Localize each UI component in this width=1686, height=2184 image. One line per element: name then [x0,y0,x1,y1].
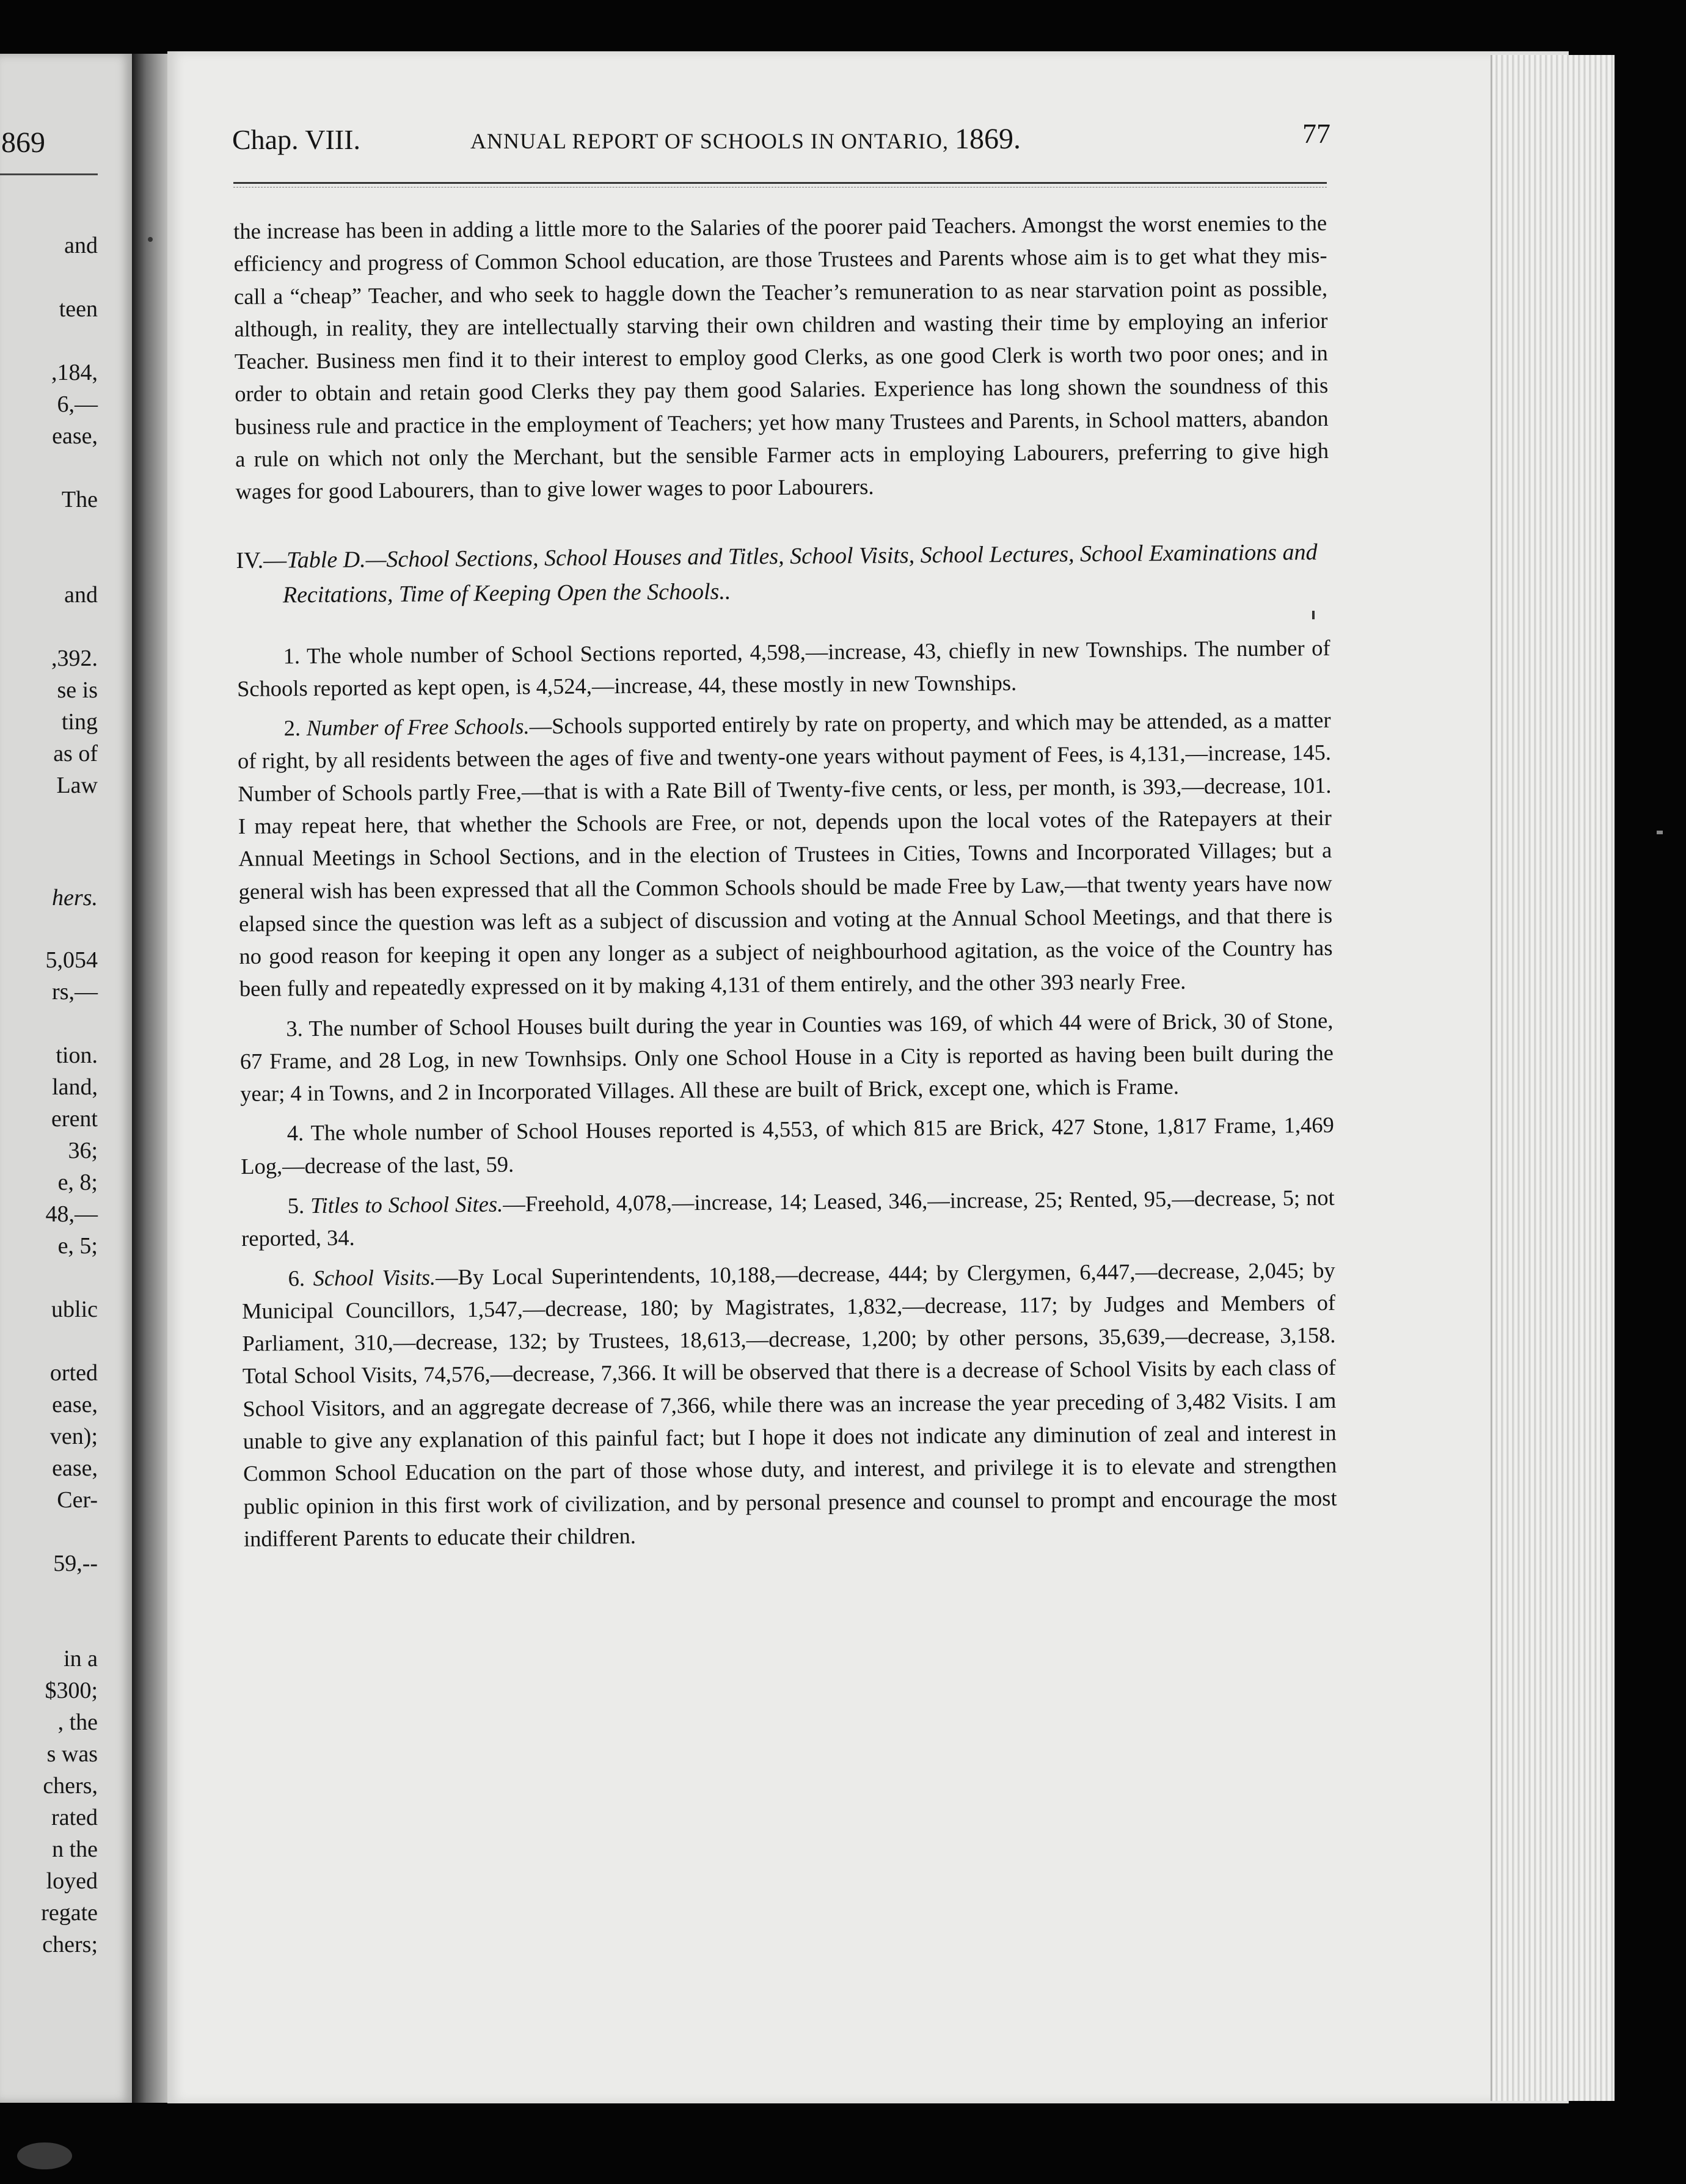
facing-page-line: 48,— [45,1201,98,1227]
facing-page-line: s was [46,1741,98,1767]
facing-page-line: ease, [52,1455,98,1481]
facing-page-line: hers. [52,885,98,911]
facing-page-line: chers, [43,1773,98,1799]
facing-page-line: rated [51,1805,98,1830]
page-body [233,206,1337,1562]
paragraph-2-title: Number of Free Schools. [306,713,530,741]
running-title-text: ANNUAL REPORT OF SCHOOLS IN ONTARIO, [470,129,949,153]
paragraph-5-text: —Freehold, 4,078,—increase, 14; Leased, 346,—increase, 25; Rented, 95,—decrease, 5; not reported, 34. [241,1184,1335,1251]
facing-page-line: ,184, [51,360,98,385]
paragraph-3: 3. The number of School Houses built during the year in Counties was 169, of which 44 were of Brick, 30 of Stone, 67 Frame, and 28 Log, in new Townhsips. Only one School House in a City is reported as having been built during the year; 4 in Towns, and 2 in Incorporated Villages. All these are built of Brick, except one, which is Frame. [239,1007,1334,1107]
facing-page [0,54,132,2103]
paragraph-2 [237,704,1333,1005]
facing-page-line: orted [49,1360,98,1386]
facing-page-line: The [61,487,98,512]
running-title [470,122,1021,156]
facing-page-line: ,392. [51,646,98,671]
paragraph-2-text: —Schools supported entirely by rate on property, and which may be attended, as a matter of right, by all residents between the ages of five and twenty-one years without payment of Fees, is 4,131,—increase, 145. Number of Schools partly Free,—that is with a Rate Bill of Twenty-five cents, or less, per month, is 393,—decrease, 101. I may repeat here, that whether the Schools are Free, or not, depends upon the local votes of the Ratepayers at their Annual Meetings in School Sections, and in the election of Trustees in Cities, Towns and Incorporated Villages; but a general wish has been expressed that all the Common Schools should be made Free by Law,—that twenty years have now elapsed since the question was left as a subject of discussion and voting at the Annual School Meetings, and that there is no good reason for keeping it open any longer as a subject of neighbourhood agitation, as the voice of the Country has been fully and repeatedly expressed on it by making 4,131 of them entirely, and the other 393 nearly Free. [237,707,1333,1002]
facing-page-line: tion. [56,1043,98,1068]
paragraph-1: 1. The whole number of School Sections reported, 4,598,—increase, 43, chiefly in new Townships. The number of Schools reported as kept open, is 4,524,—increase, 44, these mostly in new Townships. [236,635,1330,701]
facing-page-line: Law [56,773,98,798]
running-title-year: 1869. [955,123,1021,155]
page-number: 77 [1302,118,1330,149]
facing-page-line: ven); [49,1424,98,1449]
facing-page-line: Cer- [57,1487,98,1513]
facing-page-line: ease, [52,1392,98,1418]
facing-page-line: se is [57,677,98,703]
facing-page-rule [0,173,98,175]
facing-page-line: chers; [42,1932,98,1957]
facing-page-line: n the [52,1836,98,1862]
facing-page-line: , the [57,1709,98,1735]
facing-page-line: teen [59,296,98,322]
facing-page-line: $300; [45,1678,98,1703]
facing-page-line: e, 5; [57,1233,98,1259]
facing-page-line: land, [52,1074,98,1100]
facing-page-line: rs,— [52,979,98,1005]
facing-page-line: 5,054 [45,947,98,973]
speck [148,237,153,242]
paragraph-6-text: —By Local Superintendents, 10,188,—decrease, 444; by Clergymen, 6,447,—decrease, 2,045; by Municipal Councillors, 1,547,—decrease, 180; by Magistrates, 1,832,—decrease, 117; by Judges and Members of Parliament, 310,—decrease, 132; by Trustees, 18,613,—decrease, 1,200; by other persons, 35,639,—decrease, 3,158. Total School Visits, 74,576,—decrease, 7,366. It will be observed that there is a decrease of School Visits by each class of School Visitors, and an aggregate decrease of 7,366, while there was an increase the year preceding of 3,482 Visits. I am unable to give any explanation of this painful fact; but I hope it does not indicate any diminution of zeal and interest in Common School Education on the part of those whose duty, and interest, and privilege it is to elevate and strengthen public opinion in this first work of civilization, and by personal presence and counsel to prompt and encourage the most indifferent Parents to educate their children. [241,1257,1337,1551]
facing-page-line: 36; [68,1138,98,1163]
header-rule [233,182,1327,184]
section-heading [236,534,1330,613]
facing-page-line: e, 8; [57,1170,98,1195]
facing-page-line: 59,-- [53,1551,98,1576]
page-edges [1491,55,1615,2101]
paragraph-2-number: 2. [283,715,307,741]
facing-page-line: 6,— [57,391,98,417]
paragraph-6 [241,1253,1337,1555]
section-number: IV.— [236,547,287,573]
paragraph-4: 4. The whole number of School Houses reported is 4,553, of which 815 are Brick, 427 Stone, 1,817 Frame, 1,469 Log,—decrease of the last, 59. [241,1112,1334,1179]
facing-page-line: ease, [52,423,98,449]
speck [1657,831,1663,834]
facing-page-line: loyed [46,1868,98,1894]
book-gutter [132,54,167,2103]
paragraph-6-number: 6. [288,1265,313,1290]
paragraph-6-title: School Visits. [313,1264,436,1290]
facing-page-line: erent [51,1106,98,1132]
chapter-label: Chap. VIII. [232,124,360,155]
paragraph-5 [241,1181,1335,1255]
section-title: Table D.—School Sections, School Houses and Titles, School Visits, School Lectures, School Examinations and Recitations, Time of Keeping Open the Schools.. [282,539,1318,608]
paragraph-5-number: 5. [287,1193,311,1218]
running-header [232,110,1330,159]
facing-page-line: regate [41,1900,98,1926]
scanner-mark [17,2142,72,2169]
facing-page-line: as of [53,741,98,766]
facing-page-line: and [64,582,98,608]
paragraph-continued: the increase has been in adding a little more to the Salaries of the poorer paid Teachers. Amongst the worst enemies to the efficiency and progress of Common School education, are those Trustees and Parents whose aim is to get what they mis-call a “cheap” Teacher, and who seek to haggle down the Teacher’s remuneration to as near starvation point as possible, although, in reality, they are intellectually starving their own children and wasting their time by employing an inferior Teacher. Business men find it to their interest to employ good Clerks, as one good Clerk is worth two poor ones; and in order to obtain and retain good Clerks they pay them good Salaries. Experience has long shown the soundness of this business rule and practice in the employment of Teachers; yet how many Trustees and Parents, in School matters, abandon a rule on which not only the Merchant, but the sensible Farmer acts in employing Labourers, preferring to give high wages for good Labourers, than to give lower wages to poor Labourers. [233,209,1329,504]
facing-page-number: 869 [1,126,45,159]
facing-page-line: ublic [51,1297,98,1322]
facing-page-line: and [64,233,98,258]
facing-page-line: ting [61,709,98,735]
facing-page-line: in a [64,1646,98,1672]
paragraph-5-title: Titles to School Sites. [310,1191,503,1218]
